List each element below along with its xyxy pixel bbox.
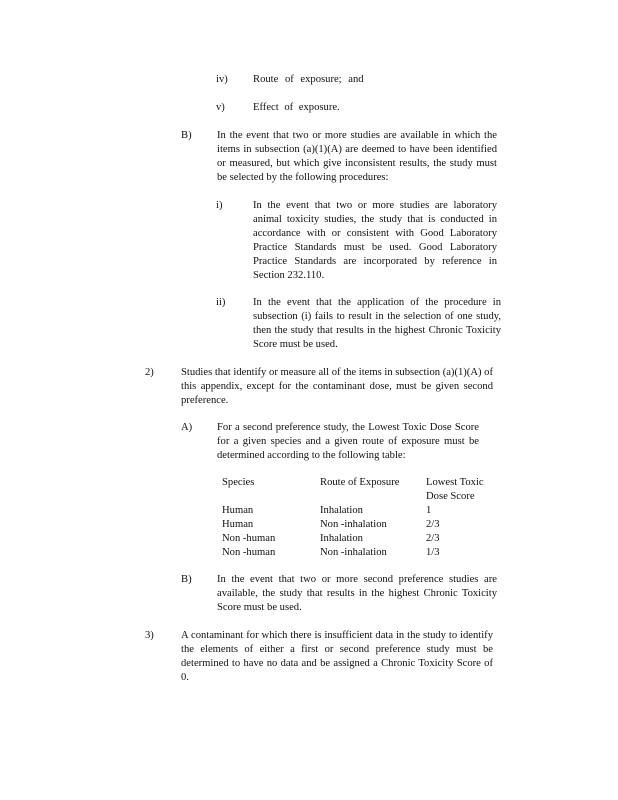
item-text-A: For a second preference study, the Lowest Toxic Dose Score for a given species and a given route of exposure must be determined according to the following table: bbox=[217, 422, 479, 461]
item-text-ii: In the event that the application of the procedure in subsection (i) fails to result in the selection of one study, then the study that results in the highest Chronic Toxicity Score must be used. bbox=[253, 297, 501, 350]
table-cell: Human bbox=[222, 519, 254, 530]
item-marker-v: v) bbox=[216, 102, 225, 113]
item-marker-A: A) bbox=[181, 422, 193, 433]
item-marker-B1: B) bbox=[181, 130, 192, 141]
table-header: Species bbox=[222, 477, 255, 488]
table-cell: Non -inhalation bbox=[320, 519, 387, 530]
table-header: Route of Exposure bbox=[320, 477, 400, 488]
item-text-B2: In the event that two or more second preference studies are available, the study that results in the highest Chronic Toxicity Score must be used. bbox=[217, 574, 497, 613]
item-text-3: A contaminant for which there is insufficient data in the study to identify the elements of either a first or second preference study must be determined to have no data and be assigned a Chronic Toxicity Score of 0. bbox=[181, 630, 493, 683]
table-header-row bbox=[222, 476, 496, 504]
item-marker-i: i) bbox=[216, 200, 223, 211]
table-cell: 2/3 bbox=[426, 533, 440, 544]
item-marker-iv: iv) bbox=[216, 74, 228, 85]
item-marker-B2: B) bbox=[181, 574, 192, 585]
table-cell: Human bbox=[222, 505, 254, 516]
item-text-B1: In the event that two or more studies are available in which the items in subsection (a)(1)(A) are deemed to have been identified or measured, but which give inconsistent results, the study must be selected by the following procedures: bbox=[217, 130, 497, 183]
item-marker-3: 3) bbox=[145, 630, 154, 641]
item-text-i: In the event that two or more studies are laboratory animal toxicity studies, the study that is conducted in accordance with or consistent with Good Laboratory Practice Standards must be used. Good Laboratory Practice Standards are incorporated by reference in Section 232.110. bbox=[253, 200, 497, 281]
table-row bbox=[222, 504, 496, 518]
table-cell: Inhalation bbox=[320, 533, 363, 544]
item-text-iv: Route of exposure; and bbox=[253, 74, 364, 85]
item-marker-2: 2) bbox=[145, 367, 154, 378]
table-row bbox=[222, 532, 496, 546]
toxic-dose-table bbox=[222, 476, 496, 560]
table-cell: Non -human bbox=[222, 533, 276, 544]
table-cell: Non -inhalation bbox=[320, 547, 387, 558]
table-cell: 2/3 bbox=[426, 519, 440, 530]
item-marker-ii: ii) bbox=[216, 297, 226, 308]
table-row bbox=[222, 518, 496, 532]
table-cell: Inhalation bbox=[320, 505, 363, 516]
item-text-2: Studies that identify or measure all of the items in subsection (a)(1)(A) of this appendix, except for the contaminant dose, must be given second preference. bbox=[181, 367, 493, 406]
table-cell: 1/3 bbox=[426, 547, 440, 558]
table-header: Lowest Toxic Dose Score bbox=[426, 477, 484, 502]
table-cell: 1 bbox=[426, 505, 432, 516]
table-cell: Non -human bbox=[222, 547, 276, 558]
table-row bbox=[222, 546, 496, 560]
item-text-v: Effect of exposure. bbox=[253, 102, 340, 113]
